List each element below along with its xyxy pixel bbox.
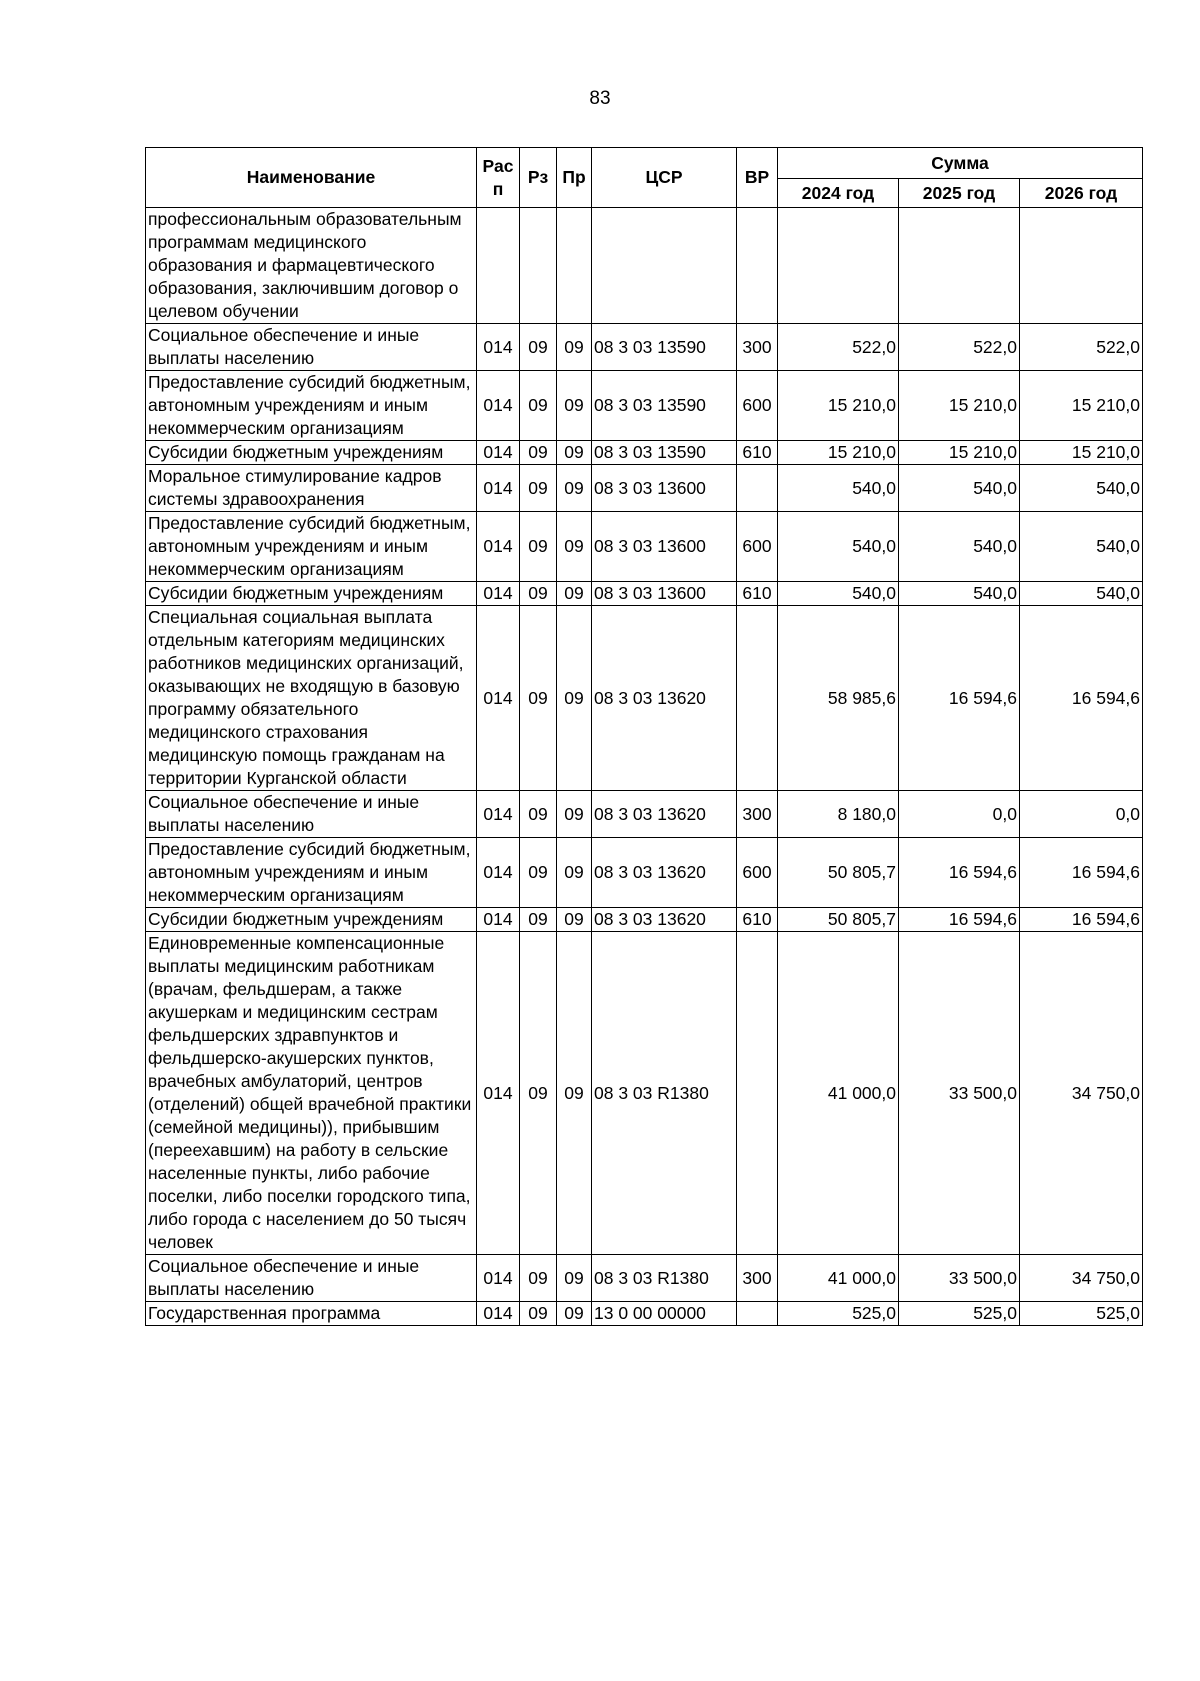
cell-2024: 540,0 [778, 582, 899, 606]
cell-name: Предоставление субсидий бюджетным, автономным учреждениям и иным некоммерческим организациям [146, 371, 477, 441]
cell-2026: 0,0 [1020, 791, 1143, 838]
table-header [146, 148, 1143, 208]
cell-vr [737, 208, 778, 324]
cell-2025: 0,0 [899, 791, 1020, 838]
cell-pr: 09 [557, 324, 592, 371]
cell-csr: 08 3 03 R1380 [592, 932, 737, 1255]
cell-2024: 50 805,7 [778, 908, 899, 932]
cell-vr [737, 465, 778, 512]
cell-name: Социальное обеспечение и иные выплаты населению [146, 324, 477, 371]
table-body [146, 208, 1143, 1326]
header-csr: ЦСР [592, 148, 737, 208]
cell-csr: 08 3 03 13590 [592, 371, 737, 441]
table-row [146, 208, 1143, 324]
cell-2026: 540,0 [1020, 465, 1143, 512]
cell-name: Моральное стимулирование кадров системы здравоохранения [146, 465, 477, 512]
cell-2026: 16 594,6 [1020, 908, 1143, 932]
cell-2025 [899, 208, 1020, 324]
cell-2024: 58 985,6 [778, 606, 899, 791]
cell-2024: 540,0 [778, 512, 899, 582]
header-2024: 2024 год [778, 179, 899, 208]
cell-rz: 09 [520, 465, 557, 512]
cell-2026: 16 594,6 [1020, 838, 1143, 908]
cell-vr: 300 [737, 324, 778, 371]
cell-vr: 610 [737, 908, 778, 932]
cell-2025: 15 210,0 [899, 441, 1020, 465]
cell-csr: 08 3 03 13590 [592, 441, 737, 465]
table-row [146, 441, 1143, 465]
page-number: 83 [589, 88, 611, 109]
cell-pr: 09 [557, 371, 592, 441]
cell-rz: 09 [520, 791, 557, 838]
table-row [146, 324, 1143, 371]
header-vr: ВР [737, 148, 778, 208]
cell-rasp [477, 208, 520, 324]
cell-rasp: 014 [477, 908, 520, 932]
cell-pr [557, 208, 592, 324]
cell-vr: 610 [737, 582, 778, 606]
cell-name: Субсидии бюджетным учреждениям [146, 441, 477, 465]
cell-vr [737, 1302, 778, 1326]
cell-rz: 09 [520, 1255, 557, 1302]
cell-name: Субсидии бюджетным учреждениям [146, 908, 477, 932]
cell-2024: 50 805,7 [778, 838, 899, 908]
cell-2025: 33 500,0 [899, 932, 1020, 1255]
cell-pr: 09 [557, 465, 592, 512]
cell-2025: 525,0 [899, 1302, 1020, 1326]
cell-rz: 09 [520, 324, 557, 371]
header-2025: 2025 год [899, 179, 1020, 208]
cell-rz: 09 [520, 908, 557, 932]
table-row [146, 1255, 1143, 1302]
cell-rz: 09 [520, 838, 557, 908]
cell-2026: 15 210,0 [1020, 371, 1143, 441]
table-row [146, 838, 1143, 908]
cell-pr: 09 [557, 1302, 592, 1326]
cell-2025: 540,0 [899, 465, 1020, 512]
table-row [146, 908, 1143, 932]
cell-rasp: 014 [477, 371, 520, 441]
cell-2024: 540,0 [778, 465, 899, 512]
cell-csr: 08 3 03 R1380 [592, 1255, 737, 1302]
cell-2025: 16 594,6 [899, 908, 1020, 932]
cell-2026: 34 750,0 [1020, 1255, 1143, 1302]
cell-2025: 540,0 [899, 582, 1020, 606]
table-row [146, 606, 1143, 791]
cell-rasp: 014 [477, 1302, 520, 1326]
cell-name: Предоставление субсидий бюджетным, автономным учреждениям и иным некоммерческим организациям [146, 838, 477, 908]
header-pr: Пр [557, 148, 592, 208]
cell-rasp: 014 [477, 791, 520, 838]
cell-2026: 16 594,6 [1020, 606, 1143, 791]
cell-vr: 300 [737, 791, 778, 838]
cell-csr: 08 3 03 13590 [592, 324, 737, 371]
cell-rasp: 014 [477, 582, 520, 606]
cell-2024: 41 000,0 [778, 1255, 899, 1302]
cell-rasp: 014 [477, 606, 520, 791]
cell-name: Государственная программа [146, 1302, 477, 1326]
cell-pr: 09 [557, 791, 592, 838]
cell-2024 [778, 208, 899, 324]
header-2026: 2026 год [1020, 179, 1143, 208]
cell-name: Социальное обеспечение и иные выплаты населению [146, 791, 477, 838]
cell-rz: 09 [520, 582, 557, 606]
cell-2026: 34 750,0 [1020, 932, 1143, 1255]
cell-2025: 540,0 [899, 512, 1020, 582]
header-rz: Рз [520, 148, 557, 208]
cell-2024: 15 210,0 [778, 441, 899, 465]
cell-csr: 08 3 03 13620 [592, 791, 737, 838]
table-row [146, 1302, 1143, 1326]
cell-vr [737, 932, 778, 1255]
cell-vr [737, 606, 778, 791]
table-row [146, 371, 1143, 441]
cell-2024: 15 210,0 [778, 371, 899, 441]
cell-rasp: 014 [477, 512, 520, 582]
cell-rasp: 014 [477, 838, 520, 908]
cell-2026: 15 210,0 [1020, 441, 1143, 465]
cell-rz: 09 [520, 606, 557, 791]
cell-csr: 08 3 03 13620 [592, 606, 737, 791]
header-rasp: Рас п [477, 148, 520, 208]
cell-vr: 600 [737, 512, 778, 582]
cell-pr: 09 [557, 838, 592, 908]
cell-2024: 522,0 [778, 324, 899, 371]
cell-pr: 09 [557, 606, 592, 791]
cell-rasp: 014 [477, 324, 520, 371]
cell-name: Социальное обеспечение и иные выплаты населению [146, 1255, 477, 1302]
cell-name: профессиональным образовательным программам медицинского образования и фармацевтического образования, заключившим договор о целевом обучении [146, 208, 477, 324]
cell-csr: 08 3 03 13600 [592, 465, 737, 512]
cell-rz: 09 [520, 932, 557, 1255]
header-name: Наименование [146, 148, 477, 208]
table-row [146, 932, 1143, 1255]
cell-name: Специальная социальная выплата отдельным категориям медицинских работников медицинских организаций, оказывающих не входящую в базовую программу обязательного медицинского страхования медицинскую помощь гражданам на территории Курганской области [146, 606, 477, 791]
cell-csr [592, 208, 737, 324]
cell-2024: 8 180,0 [778, 791, 899, 838]
cell-csr: 08 3 03 13600 [592, 582, 737, 606]
cell-csr: 08 3 03 13620 [592, 908, 737, 932]
cell-2026: 540,0 [1020, 512, 1143, 582]
table-row [146, 582, 1143, 606]
cell-2024: 41 000,0 [778, 932, 899, 1255]
cell-csr: 08 3 03 13620 [592, 838, 737, 908]
cell-pr: 09 [557, 908, 592, 932]
cell-rz: 09 [520, 371, 557, 441]
cell-2025: 16 594,6 [899, 838, 1020, 908]
cell-2024: 525,0 [778, 1302, 899, 1326]
cell-2026: 540,0 [1020, 582, 1143, 606]
cell-rz: 09 [520, 441, 557, 465]
cell-vr: 600 [737, 371, 778, 441]
table-row [146, 512, 1143, 582]
cell-name: Предоставление субсидий бюджетным, автономным учреждениям и иным некоммерческим организациям [146, 512, 477, 582]
cell-name: Единовременные компенсационные выплаты медицинским работникам (врачам, фельдшерам, а также акушеркам и медицинским сестрам фельдшерских здравпунктов и фельдшерско-акушерских пунктов, врачебных амбулаторий, центров (отделений) общей врачебной практики (семейной медицины)), прибывшим (переехавшим) на работу в сельские населенные пункты, либо рабочие поселки, либо поселки городского типа, либо города с населением до 50 тысяч человек [146, 932, 477, 1255]
budget-table [145, 147, 1143, 1326]
cell-rz: 09 [520, 1302, 557, 1326]
cell-pr: 09 [557, 512, 592, 582]
cell-name: Субсидии бюджетным учреждениям [146, 582, 477, 606]
cell-rz: 09 [520, 512, 557, 582]
cell-pr: 09 [557, 441, 592, 465]
cell-2026: 522,0 [1020, 324, 1143, 371]
cell-2026: 525,0 [1020, 1302, 1143, 1326]
cell-2025: 33 500,0 [899, 1255, 1020, 1302]
cell-csr: 08 3 03 13600 [592, 512, 737, 582]
cell-pr: 09 [557, 932, 592, 1255]
cell-vr: 600 [737, 838, 778, 908]
cell-rz [520, 208, 557, 324]
cell-2025: 16 594,6 [899, 606, 1020, 791]
cell-pr: 09 [557, 1255, 592, 1302]
cell-rasp: 014 [477, 932, 520, 1255]
cell-2025: 522,0 [899, 324, 1020, 371]
table-row [146, 465, 1143, 512]
cell-vr: 610 [737, 441, 778, 465]
header-sum: Сумма [778, 148, 1143, 179]
cell-2025: 15 210,0 [899, 371, 1020, 441]
cell-csr: 13 0 00 00000 [592, 1302, 737, 1326]
cell-vr: 300 [737, 1255, 778, 1302]
cell-rasp: 014 [477, 1255, 520, 1302]
cell-pr: 09 [557, 582, 592, 606]
cell-rasp: 014 [477, 441, 520, 465]
table-row [146, 791, 1143, 838]
cell-rasp: 014 [477, 465, 520, 512]
cell-2026 [1020, 208, 1143, 324]
